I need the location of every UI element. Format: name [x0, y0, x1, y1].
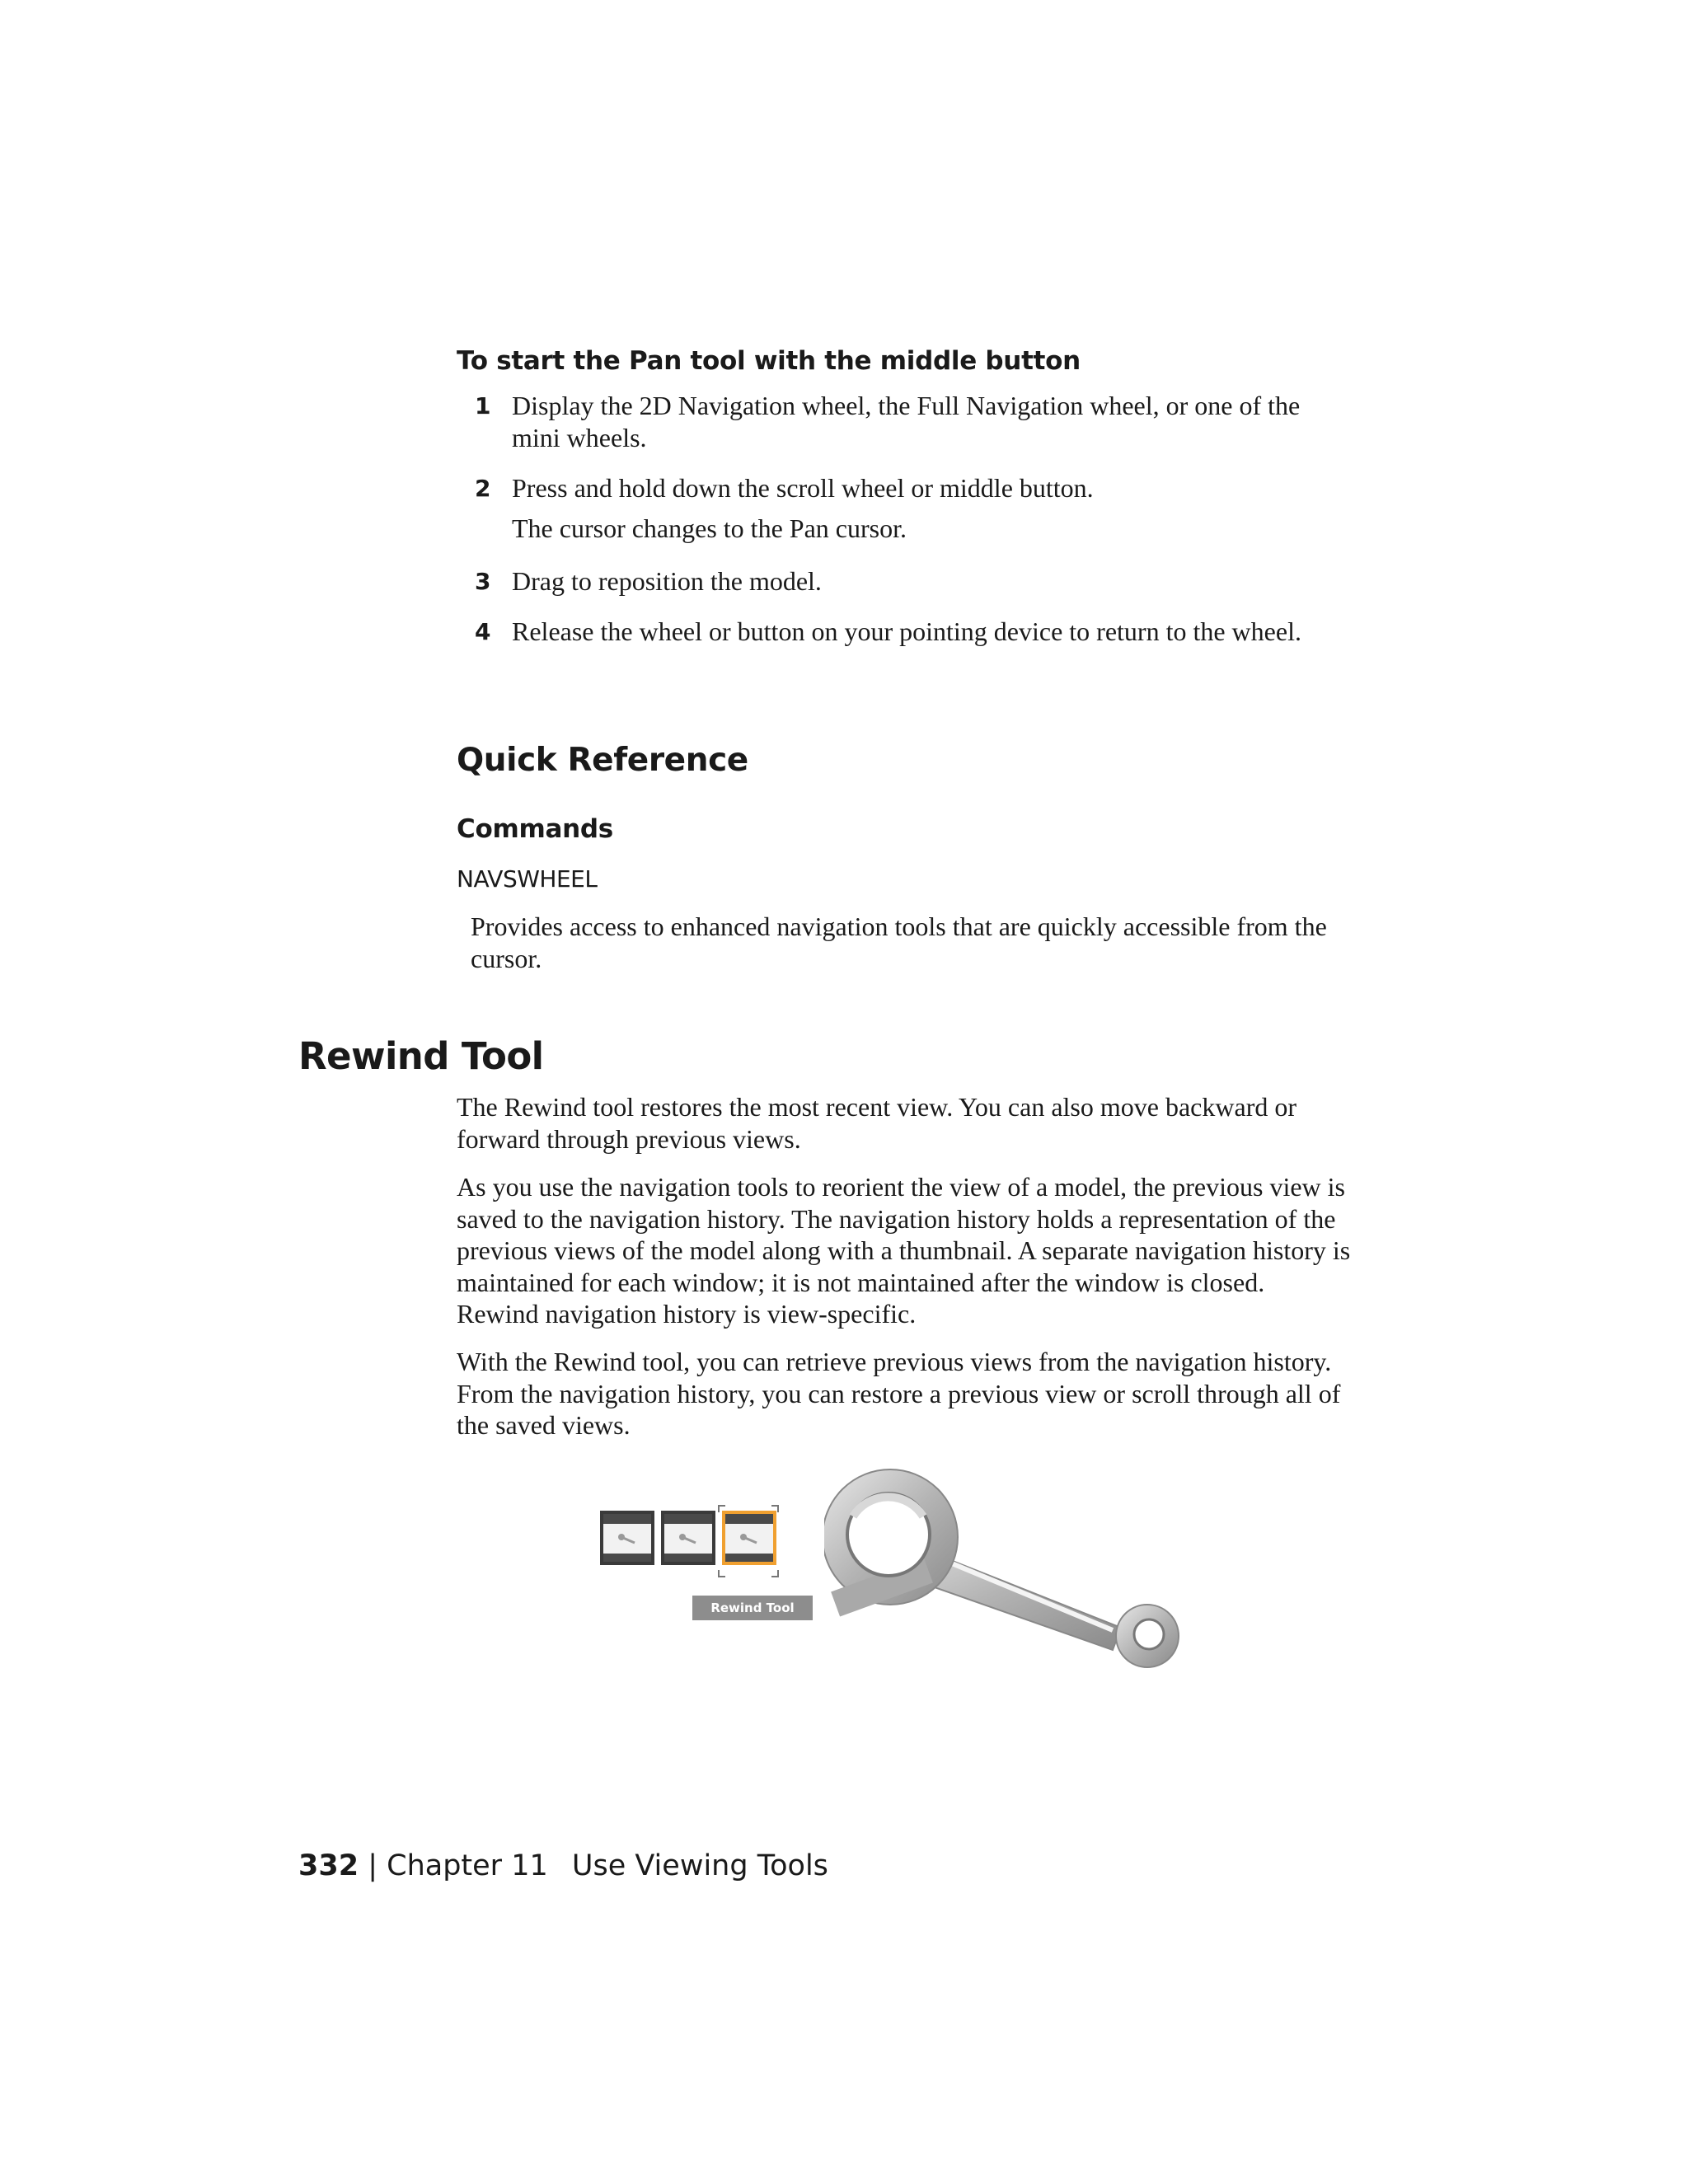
commands-heading: Commands — [457, 814, 613, 844]
footer-separator: | — [368, 1849, 377, 1882]
step-text: Drag to reposition the model. — [512, 566, 822, 596]
selection-brackets-icon — [715, 1504, 781, 1586]
command-name: NAVSWHEEL — [457, 865, 598, 893]
rewind-tooltip: Rewind Tool — [692, 1596, 813, 1620]
step-number: 3 — [475, 568, 491, 595]
command-description: Provides access to enhanced navigation tools that are quickly accessible from the cursor. — [471, 912, 1327, 973]
step-result: The cursor changes to the Pan cursor. — [512, 513, 907, 543]
section-heading: Rewind Tool — [298, 1034, 544, 1078]
quick-reference-heading: Quick Reference — [457, 742, 748, 779]
rod-thumb-icon — [664, 1514, 712, 1562]
history-thumbnail — [661, 1511, 715, 1565]
step-number: 1 — [475, 392, 491, 419]
rod-thumb-icon — [603, 1514, 651, 1562]
step-number: 4 — [475, 618, 491, 645]
step-text: Press and hold down the scroll wheel or middle button. — [512, 473, 1094, 503]
paragraph: With the Rewind tool, you can retrieve previous views from the navigation history. From the navigation history, you can restore a previous view or scroll through all of the saved views. — [457, 1347, 1341, 1440]
page-number: 332 — [298, 1849, 359, 1882]
step-text: Display the 2D Navigation wheel, the Full Navigation wheel, or one of the mini wheels. — [512, 391, 1301, 452]
page-footer — [298, 1849, 828, 1882]
connecting-rod-icon — [824, 1459, 1203, 1681]
paragraph: The Rewind tool restores the most recent view. You can also move backward or forward through previous views. — [457, 1092, 1296, 1154]
step-text: Release the wheel or button on your pointing device to return to the wheel. — [512, 616, 1301, 646]
step-number: 2 — [475, 475, 491, 502]
chapter-title: Use Viewing Tools — [571, 1849, 828, 1882]
history-thumbnail — [600, 1511, 654, 1565]
chapter-label: Chapter 11 — [387, 1849, 548, 1882]
procedure-title: To start the Pan tool with the middle button — [457, 346, 1081, 376]
paragraph: As you use the navigation tools to reorient the view of a model, the previous view is saved to the navigation history. The navigation history holds a representation of the previous views of the model along with a thumbnail. A separate navigation history is maintained for each window; it is not maintained after the window is closed. Rewind navigation history is view-specific. — [457, 1172, 1351, 1329]
rewind-figure — [593, 1459, 1212, 1681]
